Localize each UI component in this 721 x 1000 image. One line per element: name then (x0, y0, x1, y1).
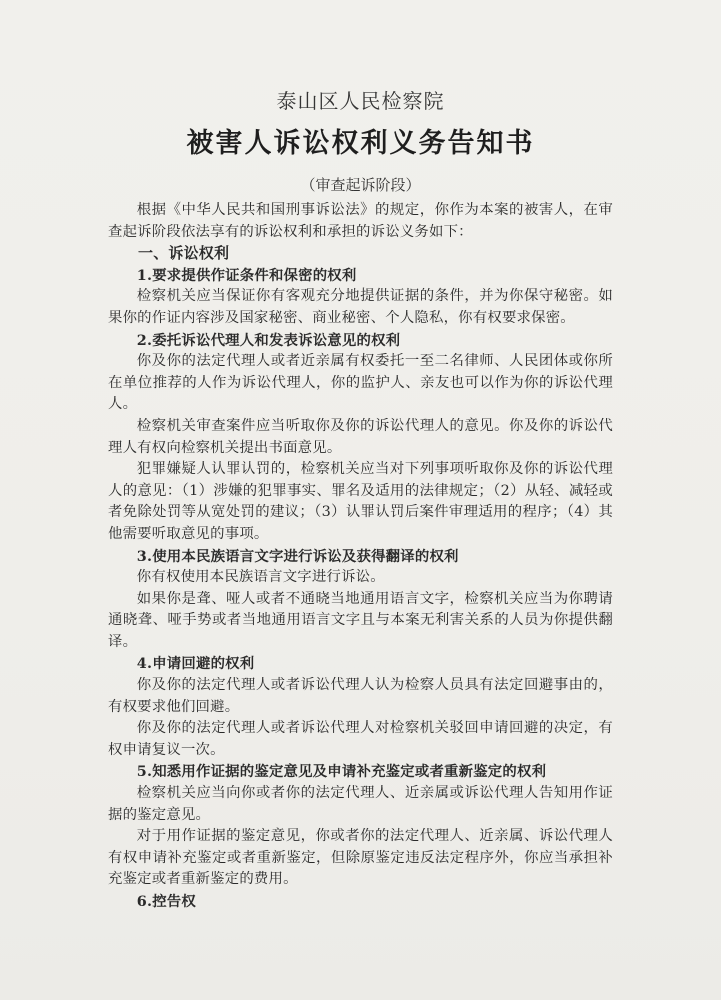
document-stage: （审查起诉阶段） (300, 176, 421, 194)
item-heading: 5.知悉用作证据的鉴定意见及申请补充鉴定或者重新鉴定的权利 (136, 763, 547, 781)
paragraph: 根据《中华人民共和国刑事诉讼法》的规定，你作为本案的被害人，在审查起诉阶段依法享有的诉讼权利和承担的诉讼义务如下： (108, 202, 613, 240)
paragraph: 对于用作证据的鉴定意见，你或者你的法定代理人、近亲属、诉讼代理人有权申请补充鉴定或者重新鉴定，但除原鉴定违反法定程序外，你应当承担补充鉴定或者重新鉴定的费用。 (108, 828, 613, 888)
item-heading: 2.委托诉讼代理人和发表诉讼意见的权利 (136, 331, 401, 349)
paragraph: 检察机关审查案件应当听取你及你的诉讼代理人的意见。你及你的诉讼代理人有权向检察机关提出书面意见。 (108, 417, 613, 456)
paragraph: 你及你的法定代理人或者诉讼代理人对检察机关驳回申请回避的决定，有权申请复议一次。 (108, 720, 613, 758)
paragraph: 检察机关应当保证你有客观充分地提供证据的条件，并为你保守秘密。如果你的作证内容涉及国家秘密、商业秘密、个人隐私，你有权要求保密。 (108, 288, 613, 326)
section-heading: 一、诉讼权利 (138, 244, 230, 263)
paragraph: 你及你的法定代理人或者诉讼代理人认为检察人员具有法定回避事由的，有权要求他们回避。 (108, 677, 613, 715)
item-heading: 4.申请回避的权利 (136, 655, 255, 673)
paragraph: 检察机关应当向你或者你的法定代理人、近亲属或诉讼代理人告知用作证据的鉴定意见。 (108, 785, 613, 823)
document-title: 被害人诉讼权利义务告知书 (186, 128, 535, 159)
paragraph: 你及你的法定代理人或者近亲属有权委托一至二名律师、人民团体或你所在单位推荐的人作为诉讼代理人，你的监护人、亲友也可以作为你的诉讼代理人。 (108, 353, 613, 413)
issuing-organization: 泰山区人民检察院 (276, 89, 445, 113)
item-heading: 6.控告权 (136, 893, 196, 910)
paragraph: 如果你是聋、哑人或者不通晓当地通用语言文字，检察机关应当为你聘请通晓聋、哑手势或者当地通用语言文字且与本案无利害关系的人员为你提供翻译。 (108, 590, 613, 650)
item-heading: 3.使用本民族语言文字进行诉讼及获得翻译的权利 (136, 547, 459, 565)
item-heading: 1.要求提供作证条件和保密的权利 (136, 266, 357, 284)
paragraph: 你有权使用本民族语言文字进行诉讼。 (136, 569, 385, 586)
document-body (108, 200, 613, 913)
paragraph: 犯罪嫌疑人认罪认罚的，检察机关应当对下列事项听取你及你的诉讼代理人的意见：（1）涉嫌的犯罪事实、罪名及适用的法律规定；（2）从轻、减轻或者免除处罚等从宽处罚的建议；（3）认罪认罚后案件审理适用的程序；（4）其他需要听取意见的事项。 (108, 461, 613, 542)
